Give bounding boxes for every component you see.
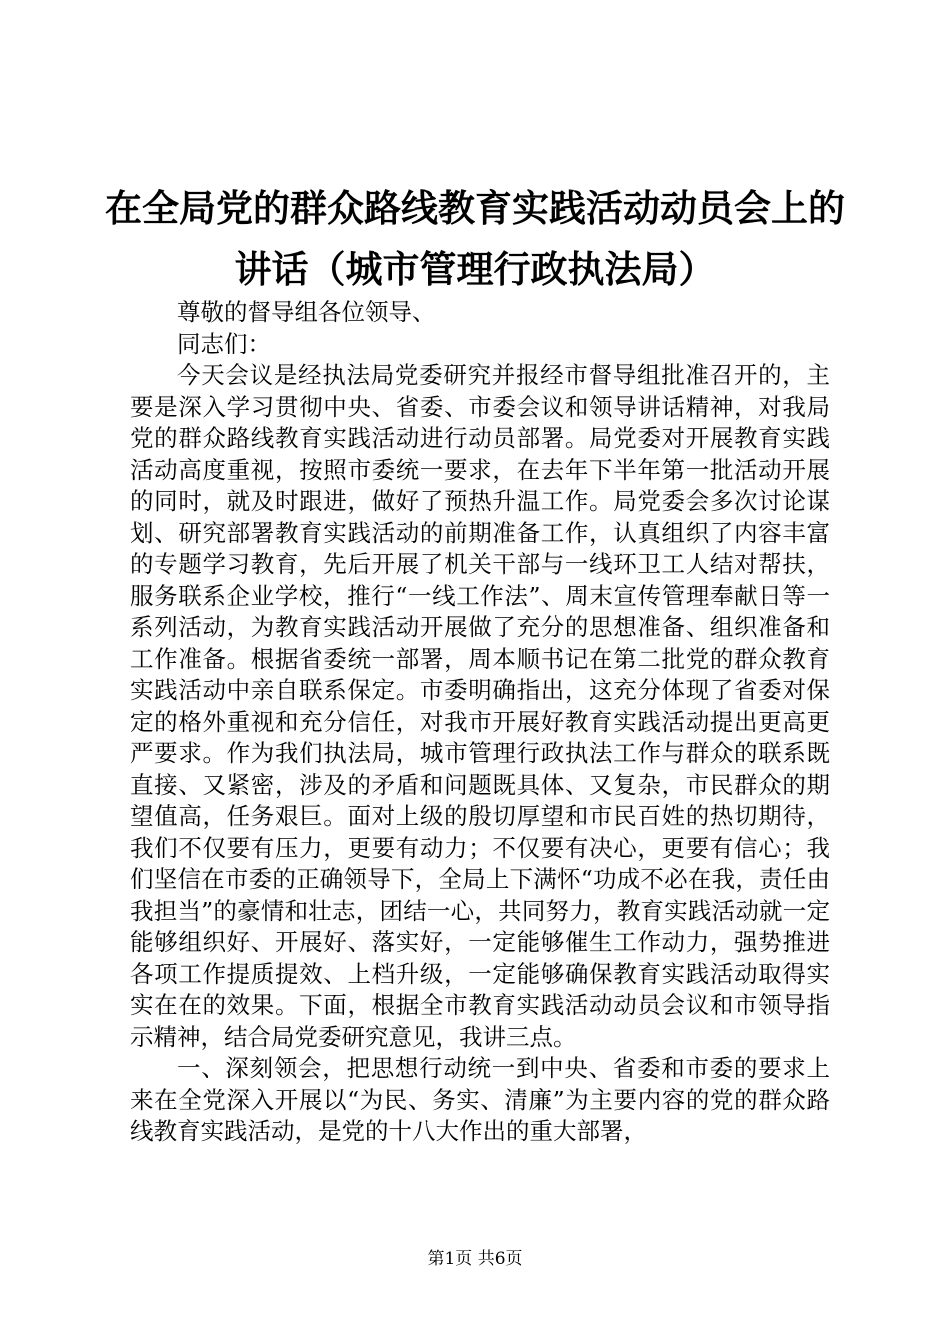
document-body bbox=[130, 297, 830, 1148]
page-number: 第1页 共6页 bbox=[427, 1249, 523, 1269]
salutation-2: 同志们： bbox=[177, 329, 271, 358]
body-paragraph: 一、深刻领会，把思想行动统一到中央、省委和市委的要求上来在全党深入开展以“为民、务实、清廉”为主要内容的党的群众路线教育实践活动，是党的十八大作出的重大部署， bbox=[130, 1054, 830, 1145]
document-title-line-1: 在全局党的群众路线教育实践活动动员会上的 bbox=[105, 186, 845, 230]
document-title-line-2: 讲话（城市管理行政执法局） bbox=[234, 247, 716, 291]
salutation: 尊敬的督导组各位领导、 bbox=[177, 298, 436, 326]
body-paragraph: 今天会议是经执法局党委研究并报经市督导组批准召开的，主要是深入学习贯彻中央、省委、市委会议和领导讲话精神，对我局党的群众路线教育实践活动进行动员部署。局党委对开展教育实践活动高度重视，按照市委统一要求，在去年下半年第一批活动开展的同时，就及时跟进，做好了预热升温工作。局党委会多次讨论谋划、研究部署教育实践活动的前期准备工作，认真组织了内容丰富的专题学习教育，先后开展了机关干部与一线环卫工人结对帮扶，服务联系企业学校，推行“一线工作法”、周末宣传管理奉献日等一系列活动，为教育实践活动开展做了充分的思想准备、组织准备和工作准备。根据省委统一部署，周本顺书记在第二批党的群众教育实践活动中亲自联系保定。市委明确指出，这充分体现了省委对保定的格外重视和充分信任，对我市开展好教育实践活动提出更高更严要求。作为我们执法局，城市管理行政执法工作与群众的联系既直接、又紧密，涉及的矛盾和问题既具体、又复杂，市民群众的期望值高，任务艰巨。面对上级的殷切厚望和市民百姓的热切期待，我们不仅要有压力，更要有动力；不仅要有决心，更要有信心；我们坚信在市委的正确领导下，全局上下满怀“功成不必在我，责任由我担当”的豪情和壮志，团结一心，共同努力，教育实践活动就一定能够组织好、开展好、落实好，一定能够催生工作动力，强势推进各项工作提质提效、上档升级，一定能够确保教育实践活动取得实实在在的效果。下面，根据全市教育实践活动动员会议和市领导指示精神，结合局党委研究意见，我讲三点。 bbox=[130, 361, 830, 1051]
